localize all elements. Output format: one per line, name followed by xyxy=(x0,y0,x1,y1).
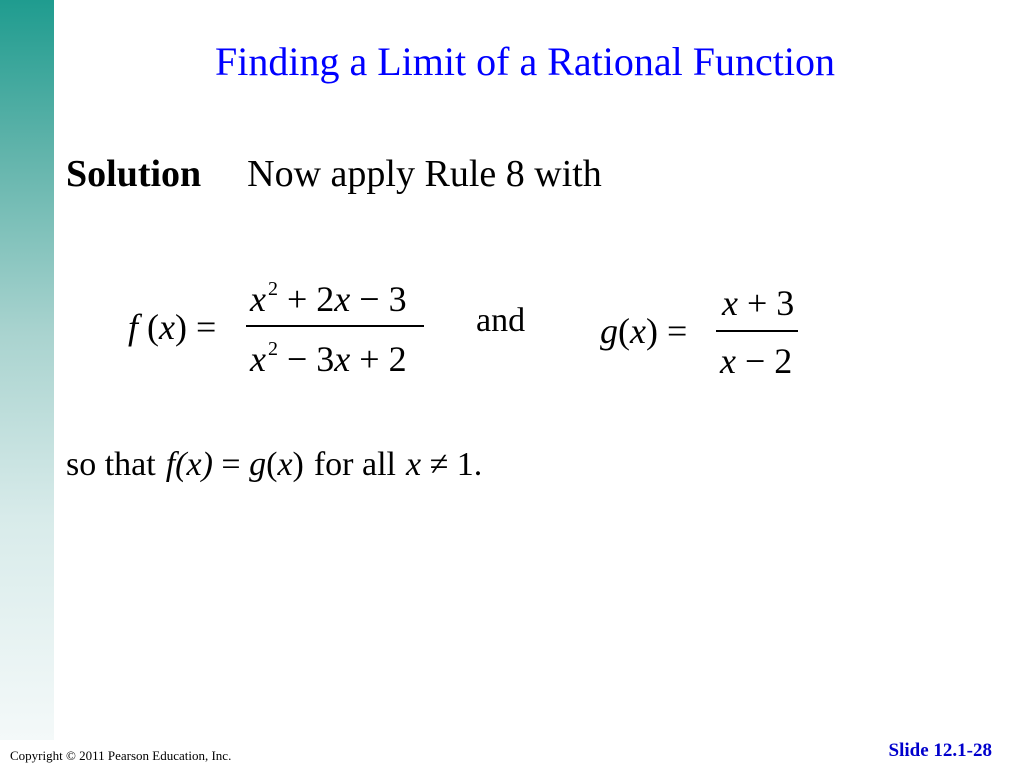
g-lhs: g(x) = xyxy=(600,311,688,351)
slide-title: Finding a Limit of a Rational Function xyxy=(215,39,835,84)
decorative-side-bar xyxy=(0,0,54,740)
intro-text: Now apply Rule 8 with xyxy=(247,153,602,195)
conclusion-prefix: so that xyxy=(66,446,156,483)
conclusion-middle: for all xyxy=(313,446,396,483)
f-lhs: f (x) = xyxy=(128,307,217,347)
copyright-notice: Copyright © 2011 Pearson Education, Inc. xyxy=(10,748,232,763)
conclusion-line: so that f(x) = g(x) for all x ≠ 1. xyxy=(66,446,483,483)
conclusion-lhs: f(x) xyxy=(165,446,213,483)
f-denominator: x $^2$ − 3x + 2 xyxy=(250,338,407,379)
slide-number: Slide 12.1-28 xyxy=(888,740,992,761)
solution-intro xyxy=(66,152,602,196)
g-numerator: x + 3 xyxy=(722,283,795,323)
conclusion-rhs: g(x) xyxy=(249,446,304,483)
solution-label: Solution xyxy=(66,153,202,195)
g-fraction-bar xyxy=(716,330,798,332)
f-fraction-bar xyxy=(246,325,424,327)
f-numerator: x $^2$ + 2x − 3 xyxy=(250,278,407,319)
g-denominator: x − 2 xyxy=(720,341,793,381)
conclusion-condition: x ≠ 1. xyxy=(406,446,483,483)
and-connector: and xyxy=(476,302,526,339)
